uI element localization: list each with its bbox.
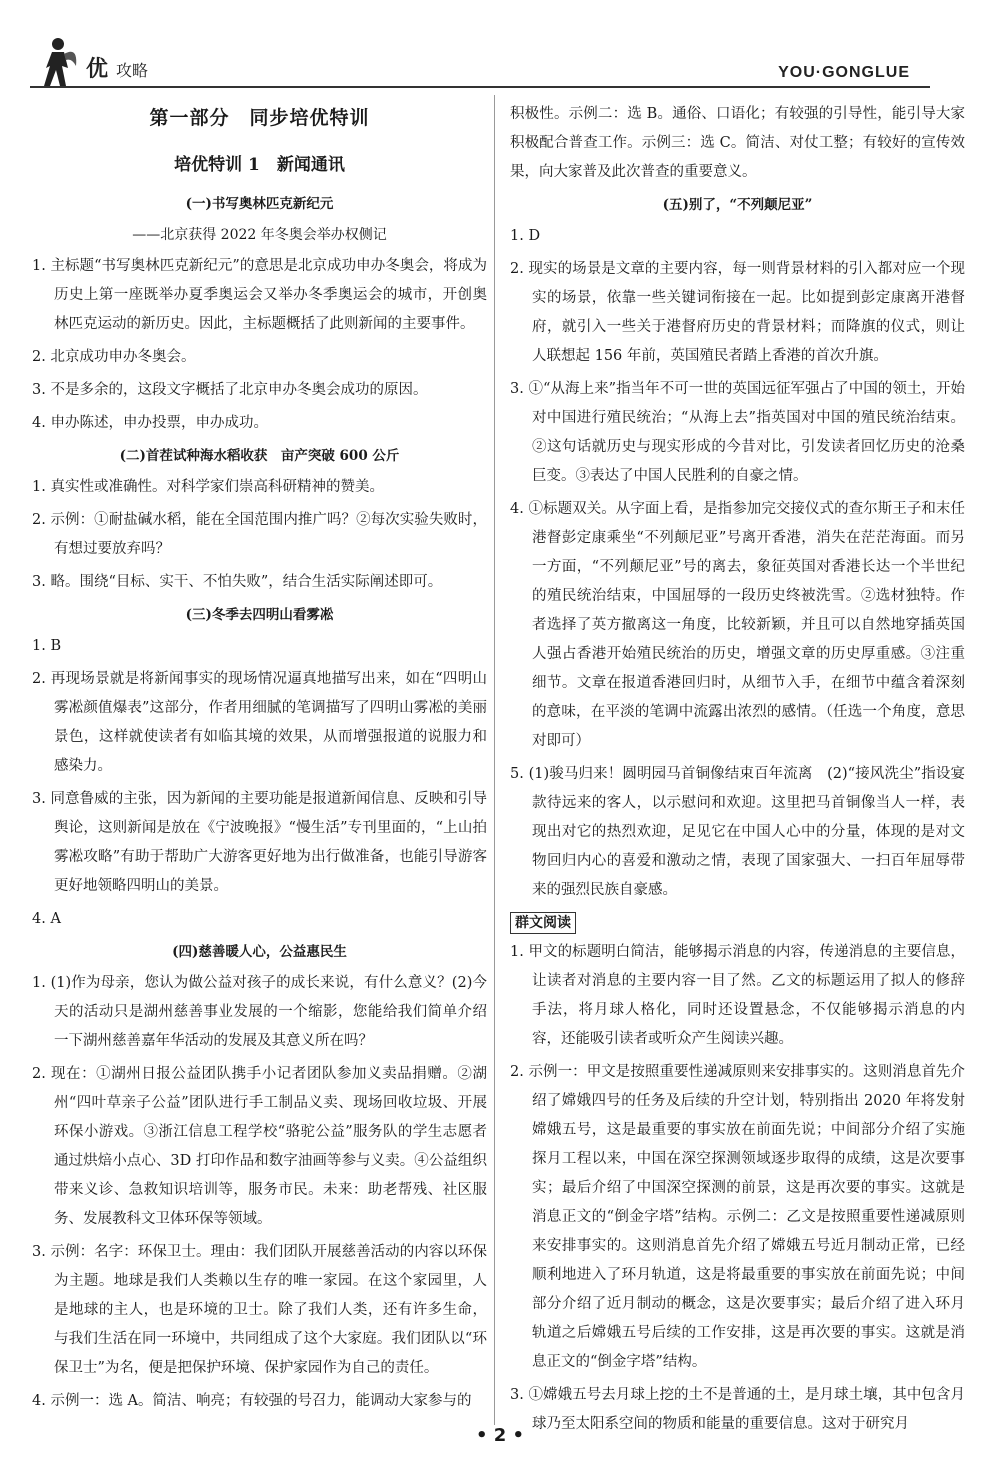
group-reading-label-wrap bbox=[510, 909, 965, 938]
answer-item: 1. (1)作为母亲，您认为做公益对孩子的成长来说，有什么意义？(2)今天的活动只是湖州慈善事业发展的一个缩影，您能给我们简单介绍一下湖州慈善嘉年华活动的发展及其意义所在吗？ bbox=[32, 975, 487, 1049]
article-title: (五)别了，“不列颠尼亚” bbox=[662, 197, 813, 213]
answer-item: 1. 甲文的标题明白简洁，能够揭示消息的内容，传递消息的主要信息，让读者对消息的主要内容一目了然。乙文的标题运用了拟人的修辞手法，将月球人格化，同时还设置悬念，不仅能够揭示消息的内容，还能吸引读者或听众产生阅读兴趣。 bbox=[510, 944, 965, 1047]
article-title: (三)冬季去四明山看雾凇 bbox=[185, 607, 334, 623]
answer-item: 3. ①“从海上来”指当年不可一世的英国远征军强占了中国的领土，开始对中国进行殖民统治；“从海上去”指英国对中国的殖民统治结束。②这句话就历史与现实形成的今昔对比，引发读者回忆历史的沧桑巨变。③表达了中国人民胜利的自豪之情。 bbox=[510, 381, 965, 484]
article-title: (一)书写奥林匹克新纪元 bbox=[185, 196, 334, 212]
answer-item: 2. 示例：①耐盐碱水稻，能在全国范围内推广吗？②每次实验失败时，有想过要放弃吗？ bbox=[32, 512, 487, 557]
brand-name: YOU·GONGLUE bbox=[778, 64, 910, 81]
answer-item: 2. 再现场景就是将新闻事实的现场情况逼真地描写出来，如在“四明山雾凇颜值爆表”这部分，作者用细腻的笔调描写了四明山雾凇的美丽景色，这样就使读者有如临其境的效果，从而增强报道的说服力和感染力。 bbox=[32, 671, 487, 774]
answer-item: 4. 示例一：选 A。简洁、响亮；有较强的号召力，能调动大家参与的 bbox=[32, 1393, 472, 1409]
answer-item: 3. 略。围绕“目标、实干、不怕失败”，结合生活实际阐述即可。 bbox=[32, 574, 443, 590]
right-column bbox=[510, 100, 965, 1443]
answer-item: 1. 主标题“书写奥林匹克新纪元”的意思是北京成功申办冬奥会，将成为历史上第一座既举办夏季奥运会又举办冬季奥运会的城市，开创奥林匹克运动的新历史。因此，主标题概括了此则新闻的主要事件。 bbox=[32, 258, 487, 332]
article-subtitle: ——北京获得 2022 年冬奥会举办权侧记 bbox=[132, 227, 387, 243]
answer-item: 3. ①嫦娥五号去月球上挖的土不是普通的土，是月球土壤，其中包含月球乃至太阳系空间的物质和能量的重要信息。这对于研究月 bbox=[510, 1387, 965, 1432]
answer-item: 1. 真实性或准确性。对科学家们崇高科研精神的赞美。 bbox=[32, 479, 384, 495]
answer-item: 3. 同意鲁威的主张，因为新闻的主要功能是报道新闻信息、反映和引导舆论，这则新闻是放在《宁波晚报》“慢生活”专刊里面的，“上山拍雾凇攻略”有助于帮助广大游客更好地为出行做准备，也能引导游客更好地领略四明山的美景。 bbox=[32, 791, 487, 894]
answer-item: 1. B bbox=[32, 638, 62, 654]
group-reading-label: 群文阅读 bbox=[510, 912, 576, 934]
page-header bbox=[30, 30, 970, 90]
logo bbox=[30, 30, 230, 88]
answer-item: 4. ①标题双关。从字面上看，是指参加完交接仪式的查尔斯王子和末任港督彭定康乘坐“不列颠尼亚”号离开香港，消失在茫茫海面。而另一方面，“不列颠尼亚”号的离去，象征英国对香港长达一个半世纪的殖民统治结束，中国屈辱的一段历史终被洗雪。②选材独特。作者选择了英方撤离这一角度，比较新颖，并且可以自然地穿插英国人强占香港开始殖民统治的历史，增强文章的历史厚重感。③注重细节。文章在报道香港回归时，从细节入手，在细节中蕴含着深刻的意味，在平淡的笔调中流露出浓烈的感情。（任选一个角度，意思对即可） bbox=[510, 501, 965, 749]
left-column bbox=[32, 100, 487, 1420]
answer-item: 2. 示例一：甲文是按照重要性递减原则来安排事实的。这则消息首先介绍了嫦娥四号的任务及后续的升空计划，特别指出 2020 年将发射嫦娥五号，这是最重要的事实放在前面先说；中间部分介绍了实施探月工程以来，中国在深空探测领域逐步取得的成绩，这是次要事实；最后介绍了中国深空探测的前景，这是再次要的事实。这就是消息正文的“倒金字塔”结构。示例二：乙文是按照重要性递减原则来安排事实的。这则消息首先介绍了嫦娥五号近月制动正常，已经顺利地进入了环月轨道，这是将最重要的事实放在前面先说；中间部分介绍了近月制动的概念，这是次要事实；最后介绍了进入环月轨道之后嫦娥五号后续的工作安排，这是再次要的事实。这就是消息正文的“倒金字塔”结构。 bbox=[510, 1064, 965, 1370]
answer-item: 2. 现实的场景是文章的主要内容，每一则背景材料的引入都对应一个现实的场景，依靠一些关键词衔接在一起。比如提到彭定康离开港督府，就引入一些关于港督府历史的背景材料；而降旗的仪式，则让人联想起 156 年前，英国殖民者踏上香港的首次升旗。 bbox=[510, 261, 965, 364]
logo-subtext: 攻略 bbox=[116, 61, 149, 80]
answer-item: 5. (1)骏马归来！圆明园马首铜像结束百年流离 (2)“接风洗尘”指设宴款待远来的客人，以示慰问和欢迎。这里把马首铜像当人一样，表现出对它的热烈欢迎，足见它在中国人心中的分量，体现的是对文物回归内心的喜爱和激动之情，表现了国家强大、一扫百年屈辱带来的强烈民族自豪感。 bbox=[510, 766, 965, 898]
answer-item: 1. D bbox=[510, 228, 541, 244]
section-title: 培优特训 1 新闻通讯 bbox=[174, 155, 345, 175]
answer-item: 4. 申办陈述，申办投票，申办成功。 bbox=[32, 415, 268, 431]
continued-text: 积极性。示例二：选 B。通俗、口语化；有较强的引导性，能引导大家积极配合普查工作。示例三：选 C。简洁、对仗工整；有较好的宣传效果，向大家普及此次普查的重要意义。 bbox=[510, 106, 965, 180]
part-title: 第一部分 同步培优特训 bbox=[149, 107, 370, 129]
header-rule bbox=[30, 86, 930, 88]
answer-item: 3. 不是多余的，这段文字概括了北京申办冬奥会成功的原因。 bbox=[32, 382, 428, 398]
article-title: (四)慈善暖人心，公益惠民生 bbox=[172, 944, 347, 960]
answer-item: 4. A bbox=[32, 911, 61, 927]
page-number: • 2 • bbox=[475, 1425, 525, 1446]
runner-logo-icon bbox=[38, 36, 78, 88]
column-divider bbox=[494, 95, 495, 1425]
logo-text: 优 bbox=[86, 57, 109, 82]
answer-item: 2. 现在：①湖州日报公益团队携手小记者团队参加义卖品捐赠。②湖州“四叶草亲子公益”团队进行手工制品义卖、现场回收垃圾、开展环保小游戏。③浙江信息工程学校“骆驼公益”服务队的学生志愿者通过烘焙小点心、3D 打印作品和数字油画等参与义卖。④公益组织带来义诊、急救知识培训等，服务市民。未来：助老帮残、社区服务、发展教科文卫体环保等领域。 bbox=[32, 1066, 487, 1227]
article-title: (二)首茬试种海水稻收获 亩产突破 600 公斤 bbox=[119, 448, 400, 464]
answer-item: 2. 北京成功申办冬奥会。 bbox=[32, 349, 196, 365]
answer-item: 3. 示例：名字：环保卫士。理由：我们团队开展慈善活动的内容以环保为主题。地球是我们人类赖以生存的唯一家园。在这个家园里，人是地球的主人，也是环境的卫士。除了我们人类，还有许多生命，与我们生活在同一环境中，共同组成了这个大家庭。我们团队以“环保卫士”为名，便是把保护环境、保护家园作为自己的责任。 bbox=[32, 1244, 487, 1376]
